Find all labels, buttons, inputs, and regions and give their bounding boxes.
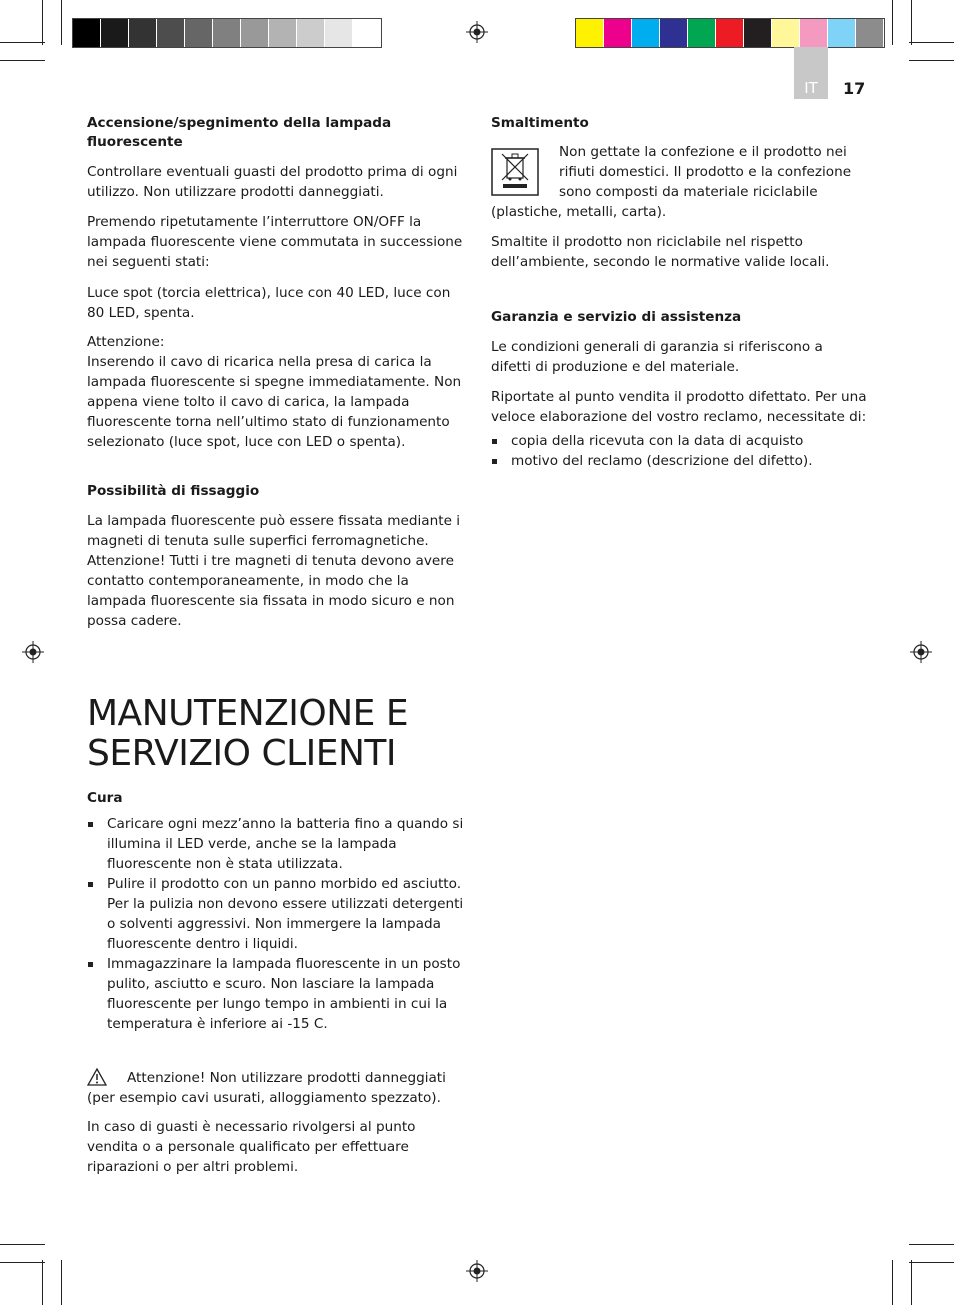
list-item: Immagazzinare la lampada fluorescente in un posto pulito, asciutto e scuro. Non lasciare la lampada fluorescente per lungo tempo in ambienti in cui la temperatura è inferiore ai -15 C. xyxy=(87,954,467,1034)
paragraph xyxy=(491,142,867,222)
paragraph-label: Attenzione: xyxy=(87,334,165,350)
paragraph: Riportate al punto vendita il prodotto difettato. Per una veloce elaborazione del vostro reclamo, necessitate di: xyxy=(491,389,867,425)
crop-mark xyxy=(0,42,45,43)
color-swatch xyxy=(213,19,241,47)
crop-mark xyxy=(909,60,954,61)
color-swatch xyxy=(576,19,604,47)
color-swatch xyxy=(744,19,772,47)
color-swatch xyxy=(800,19,828,47)
crop-mark xyxy=(61,0,62,45)
crop-mark xyxy=(909,42,954,43)
color-swatch xyxy=(101,19,129,47)
warning-text: Attenzione! Non utilizzare prodotti danneggiati (per esempio cavi usurati, alloggiamento spezzato). xyxy=(87,1070,446,1106)
crop-mark xyxy=(0,60,45,61)
language-label: IT xyxy=(804,79,818,97)
color-swatch xyxy=(297,19,325,47)
paragraph-text: Non gettate la confezione e il prodotto nei rifiuti domestici. Il prodotto e la confezione sono composti da materiale riciclabile (plastiche, metalli, carta). xyxy=(491,144,852,220)
crop-mark xyxy=(42,0,43,45)
color-swatch xyxy=(828,19,856,47)
process-color-bar xyxy=(575,18,885,48)
crop-mark xyxy=(909,1244,954,1245)
registration-mark-icon xyxy=(466,21,488,43)
list-item: motivo del reclamo (descrizione del difetto). xyxy=(491,451,867,471)
paragraph: In caso di guasti è necessario rivolgersi al punto vendita o a personale qualificato per effettuare riparazioni o per altri problemi. xyxy=(87,1119,416,1175)
crop-mark xyxy=(911,1260,912,1305)
color-swatch xyxy=(688,19,716,47)
color-swatch xyxy=(73,19,101,47)
color-swatch xyxy=(241,19,269,47)
color-swatch xyxy=(604,19,632,47)
paragraph: Controllare eventuali guasti del prodotto prima di ogni utilizzo. Non utilizzare prodotti danneggiati. xyxy=(87,164,458,200)
paragraph: Premendo ripetutamente l’interruttore ON/OFF la lampada fluorescente viene commutata in successione nei seguenti stati: xyxy=(87,214,463,270)
color-swatch xyxy=(185,19,213,47)
page-title xyxy=(87,694,408,774)
crop-mark xyxy=(61,1260,62,1305)
color-swatch xyxy=(325,19,353,47)
color-swatch xyxy=(632,19,660,47)
list-item: copia della ricevuta con la data di acquisto xyxy=(491,431,867,451)
list-item: Pulire il prodotto con un panno morbido ed asciutto. Per la pulizia non devono essere utilizzati detergenti o solventi aggressivi. Non immergere la lampada fluorescente dentro i liquidi. xyxy=(87,874,467,954)
color-swatch xyxy=(716,19,744,47)
registration-mark-icon xyxy=(910,641,932,663)
crop-mark xyxy=(42,1260,43,1305)
cura-list xyxy=(87,814,467,1034)
crop-mark xyxy=(0,1244,45,1245)
color-swatch xyxy=(157,19,185,47)
color-swatch xyxy=(129,19,157,47)
paragraph: La lampada fluorescente può essere fissata mediante i magneti di tenuta sulle superfici ferromagnetiche. Attenzione! Tutti i tre magneti di tenuta devono avere contatto contemporaneamente, in modo che la lampada fluorescente sia fissata in modo sicuro e non possa cadere. xyxy=(87,513,461,629)
color-swatch xyxy=(856,19,884,47)
page-title-line: SERVIZIO CLIENTI xyxy=(87,733,397,774)
crop-mark xyxy=(911,0,912,45)
section-title-accensione: Accensione/spegnimento della lampada fluorescente xyxy=(87,115,392,150)
paragraph: Smaltite il prodotto non riciclabile nel rispetto dell’ambiente, secondo le normative valide locali. xyxy=(491,234,830,270)
crop-mark xyxy=(892,0,893,45)
language-tab xyxy=(794,47,828,99)
page-number: 17 xyxy=(843,79,866,98)
registration-mark-icon xyxy=(22,641,44,663)
page-title-line: MANUTENZIONE E xyxy=(87,693,409,734)
section-title-cura: Cura xyxy=(87,790,123,806)
color-swatch xyxy=(660,19,688,47)
color-swatch xyxy=(772,19,800,47)
registration-mark-icon xyxy=(466,1260,488,1282)
garanzia-list xyxy=(491,431,867,471)
paragraph: Le condizioni generali di garanzia si riferiscono a difetti di produzione e del materiale. xyxy=(491,339,823,375)
crop-mark xyxy=(892,1260,893,1305)
crop-mark xyxy=(0,1262,45,1263)
color-swatch xyxy=(269,19,297,47)
crop-mark xyxy=(909,1262,954,1263)
color-swatch xyxy=(353,19,381,47)
section-title-smaltimento: Smaltimento xyxy=(491,115,589,131)
section-title-fissaggio: Possibilità di fissaggio xyxy=(87,483,260,499)
section-title-garanzia: Garanzia e servizio di assistenza xyxy=(491,309,742,325)
paragraph: Luce spot (torcia elettrica), luce con 40 LED, luce con 80 LED, spenta. xyxy=(87,285,451,321)
grayscale-color-bar xyxy=(72,18,382,48)
paragraph: Inserendo il cavo di ricarica nella presa di carica la lampada fluorescente si spegne immediatamente. Non appena viene tolto il cavo di carica, la lampada fluorescente torna nell’ultimo stato di funzionamento selezionato (luce spot, luce con LED o spenta). xyxy=(87,354,462,450)
list-item: Caricare ogni mezz’anno la batteria fino a quando si illumina il LED verde, anche se la lampada fluorescente non è stata utilizzata. xyxy=(87,814,467,874)
